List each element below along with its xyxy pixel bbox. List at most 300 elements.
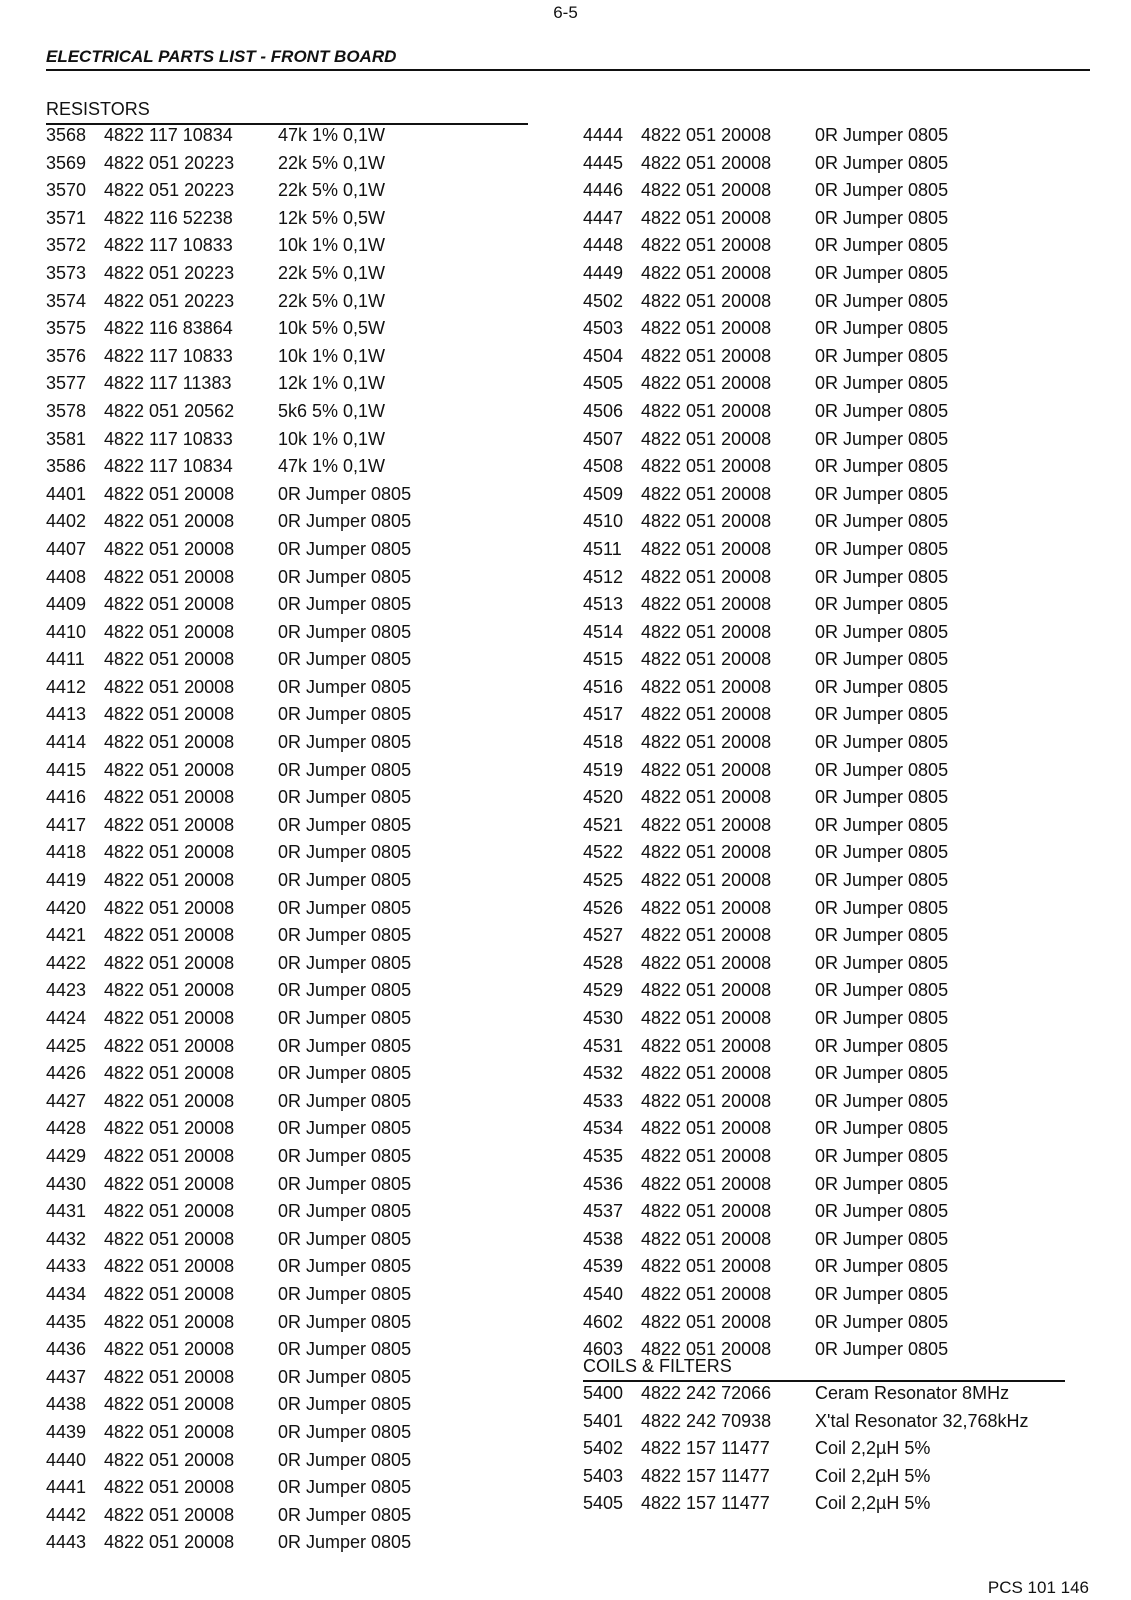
part-row	[583, 1005, 948, 1033]
part-code: 4822 051 20008	[641, 373, 772, 394]
part-position: 3568	[46, 125, 87, 145]
part-position: 4423	[46, 980, 87, 1001]
part-position: 4432	[46, 1228, 87, 1249]
part-position: 4416	[46, 787, 87, 808]
part-row	[46, 1502, 411, 1530]
part-position: 4415	[46, 759, 87, 780]
part-description: 0R Jumper 0805	[815, 345, 949, 366]
part-code: 4822 051 20008	[641, 235, 772, 256]
part-row	[583, 1380, 1029, 1408]
part-position: 4413	[46, 704, 87, 725]
part-description: 0R Jumper 0805	[815, 1118, 949, 1139]
part-description: 0R Jumper 0805	[815, 428, 949, 449]
part-description: 0R Jumper 0805	[815, 1008, 949, 1028]
part-description: 0R Jumper 0805	[278, 1339, 412, 1360]
part-row	[583, 315, 948, 343]
part-row	[46, 508, 411, 536]
part-row	[46, 839, 411, 867]
part-description: 22k 5% 0,1W	[278, 180, 386, 201]
part-code: 4822 157 11477	[641, 1465, 770, 1486]
part-row	[583, 1198, 948, 1226]
part-position: 4540	[583, 1283, 624, 1304]
resistors-list-left	[46, 122, 411, 1557]
part-row	[46, 315, 411, 343]
part-position: 4520	[583, 787, 624, 808]
part-position: 4513	[583, 594, 624, 615]
part-description: 0R Jumper 0805	[278, 1421, 412, 1442]
part-position: 3569	[46, 152, 87, 173]
part-position: 4410	[46, 621, 87, 642]
part-position: 4402	[46, 511, 87, 532]
part-description: 0R Jumper 0805	[815, 1063, 949, 1084]
part-position: 4428	[46, 1118, 87, 1139]
part-row	[583, 701, 948, 729]
part-code: 4822 051 20223	[104, 180, 235, 201]
part-code: 4822 051 20008	[641, 759, 772, 780]
part-position: 4435	[46, 1311, 87, 1332]
part-position: 4531	[583, 1035, 624, 1056]
part-description: X'tal Resonator 32,768kHz	[815, 1410, 1029, 1431]
part-code: 4822 051 20008	[104, 704, 235, 725]
part-code: 4822 051 20008	[641, 1008, 772, 1028]
part-description: 0R Jumper 0805	[278, 980, 412, 1001]
part-position: 4509	[583, 483, 624, 504]
part-code: 4822 051 20223	[104, 290, 235, 311]
part-position: 4503	[583, 318, 624, 339]
part-code: 4822 051 20008	[104, 980, 235, 1001]
part-code: 4822 051 20008	[641, 1035, 772, 1056]
part-description: 0R Jumper 0805	[278, 870, 412, 891]
part-position: 4425	[46, 1035, 87, 1056]
part-position: 4419	[46, 870, 87, 891]
part-description: 0R Jumper 0805	[815, 566, 949, 587]
part-position: 4518	[583, 732, 624, 753]
part-row	[46, 922, 411, 950]
part-description: 22k 5% 0,1W	[278, 290, 386, 311]
part-row	[46, 646, 411, 674]
part-description: 5k6 5% 0,1W	[278, 400, 386, 421]
part-description: 0R Jumper 0805	[278, 1256, 412, 1277]
part-position: 4439	[46, 1421, 87, 1442]
part-position: 4411	[46, 649, 85, 670]
part-code: 4822 051 20008	[104, 566, 235, 587]
part-code: 4822 242 72066	[641, 1383, 772, 1403]
part-row	[46, 1171, 411, 1199]
part-code: 4822 051 20008	[104, 1283, 235, 1304]
part-code: 4822 051 20008	[641, 1118, 772, 1139]
part-code: 4822 051 20008	[641, 428, 772, 449]
part-row	[46, 1529, 411, 1557]
part-code: 4822 051 20008	[641, 1283, 772, 1304]
part-position: 4510	[583, 511, 624, 532]
part-position: 4525	[583, 870, 624, 891]
part-row	[46, 288, 411, 316]
part-position: 4446	[583, 180, 624, 201]
part-code: 4822 051 20008	[641, 952, 772, 973]
part-position: 4429	[46, 1145, 87, 1166]
part-position: 4440	[46, 1449, 87, 1470]
part-position: 4507	[583, 428, 624, 449]
part-code: 4822 051 20008	[641, 1063, 772, 1084]
part-code: 4822 051 20008	[641, 318, 772, 339]
part-row	[46, 150, 411, 178]
part-code: 4822 051 20008	[641, 594, 772, 615]
part-description: 0R Jumper 0805	[815, 1201, 949, 1222]
part-description: 0R Jumper 0805	[278, 925, 412, 946]
part-position: 3576	[46, 345, 87, 366]
part-code: 4822 051 20008	[104, 897, 235, 918]
part-row	[583, 674, 948, 702]
part-position: 4504	[583, 345, 624, 366]
part-row	[583, 1088, 948, 1116]
part-description: 0R Jumper 0805	[278, 842, 412, 863]
part-position: 4417	[46, 814, 87, 835]
part-code: 4822 051 20008	[104, 511, 235, 532]
part-code: 4822 242 70938	[641, 1410, 772, 1431]
part-description: 0R Jumper 0805	[278, 649, 412, 670]
part-description: 0R Jumper 0805	[278, 1090, 412, 1111]
part-description: 0R Jumper 0805	[815, 125, 949, 145]
part-code: 4822 117 10834	[104, 456, 233, 477]
part-row	[583, 453, 948, 481]
part-code: 4822 051 20008	[641, 262, 772, 283]
part-position: 4538	[583, 1228, 624, 1249]
part-code: 4822 051 20008	[641, 814, 772, 835]
part-description: 0R Jumper 0805	[815, 483, 949, 504]
part-row	[46, 481, 411, 509]
part-code: 4822 051 20008	[641, 1145, 772, 1166]
part-row	[46, 1391, 411, 1419]
part-row	[583, 1253, 948, 1281]
part-row	[46, 343, 411, 371]
part-row	[583, 536, 948, 564]
part-position: 3575	[46, 318, 87, 339]
part-code: 4822 051 20008	[104, 925, 235, 946]
part-code: 4822 051 20008	[641, 290, 772, 311]
part-position: 4420	[46, 897, 87, 918]
part-code: 4822 051 20008	[104, 483, 235, 504]
part-description: 0R Jumper 0805	[815, 456, 949, 477]
part-description: 0R Jumper 0805	[278, 483, 412, 504]
document-title: ELECTRICAL PARTS LIST - FRONT BOARD	[46, 47, 397, 66]
part-description: 22k 5% 0,1W	[278, 152, 386, 173]
part-position: 4445	[583, 152, 624, 173]
part-description: 0R Jumper 0805	[278, 759, 412, 780]
part-row	[583, 1408, 1029, 1436]
part-position: 4535	[583, 1145, 624, 1166]
part-description: 0R Jumper 0805	[278, 538, 412, 559]
page-number: 6-5	[553, 3, 578, 22]
part-description: 47k 1% 0,1W	[278, 456, 386, 477]
part-position: 4526	[583, 897, 624, 918]
part-row	[46, 784, 411, 812]
part-description: 0R Jumper 0805	[815, 207, 949, 228]
part-description: 0R Jumper 0805	[815, 621, 949, 642]
part-row	[583, 757, 948, 785]
part-row	[583, 646, 948, 674]
part-description: 0R Jumper 0805	[815, 400, 949, 421]
part-code: 4822 051 20008	[104, 1201, 235, 1222]
part-code: 4822 157 11477	[641, 1438, 770, 1459]
part-code: 4822 051 20008	[104, 732, 235, 753]
part-row	[583, 1309, 948, 1337]
part-description: 0R Jumper 0805	[278, 732, 412, 753]
part-code: 4822 051 20008	[641, 180, 772, 201]
part-code: 4822 051 20008	[641, 787, 772, 808]
part-row	[583, 1463, 1029, 1491]
part-code: 4822 051 20008	[104, 787, 235, 808]
part-row	[583, 922, 948, 950]
coils-list	[583, 1380, 1029, 1518]
part-code: 4822 051 20008	[104, 1145, 235, 1166]
part-position: 4434	[46, 1283, 87, 1304]
part-position: 3586	[46, 456, 87, 477]
part-code: 4822 051 20008	[641, 345, 772, 366]
part-code: 4822 051 20008	[641, 152, 772, 173]
part-code: 4822 051 20008	[104, 621, 235, 642]
part-position: 4521	[583, 814, 624, 835]
part-row	[46, 1447, 411, 1475]
part-row	[46, 729, 411, 757]
part-description: 0R Jumper 0805	[278, 814, 412, 835]
part-description: 12k 1% 0,1W	[278, 373, 386, 394]
part-description: 0R Jumper 0805	[815, 373, 949, 394]
part-description: 0R Jumper 0805	[815, 1283, 949, 1304]
part-description: Coil 2,2µH 5%	[815, 1438, 931, 1459]
part-code: 4822 051 20008	[104, 759, 235, 780]
part-position: 4527	[583, 925, 624, 946]
part-row	[583, 508, 948, 536]
part-code: 4822 051 20008	[104, 1090, 235, 1111]
part-code: 4822 051 20008	[641, 1256, 772, 1277]
part-description: 0R Jumper 0805	[815, 180, 949, 201]
part-position: 4441	[46, 1477, 87, 1498]
part-description: 0R Jumper 0805	[815, 290, 949, 311]
part-description: 22k 5% 0,1W	[278, 262, 386, 283]
part-code: 4822 117 10833	[104, 235, 233, 256]
part-description: 0R Jumper 0805	[278, 1173, 412, 1194]
part-position: 4433	[46, 1256, 87, 1277]
part-code: 4822 051 20008	[104, 952, 235, 973]
part-position: 3581	[46, 428, 87, 449]
part-position: 4534	[583, 1118, 624, 1139]
part-code: 4822 051 20008	[641, 1228, 772, 1249]
part-code: 4822 051 20008	[104, 1477, 235, 1498]
part-position: 4532	[583, 1063, 624, 1084]
part-row	[46, 591, 411, 619]
footer-code: PCS 101 146	[987, 1578, 1089, 1597]
part-description: 0R Jumper 0805	[278, 1283, 412, 1304]
part-code: 4822 051 20008	[641, 649, 772, 670]
part-code: 4822 051 20223	[104, 262, 235, 283]
part-description: Coil 2,2µH 5%	[815, 1465, 931, 1486]
part-row	[583, 564, 948, 592]
part-row	[583, 1171, 948, 1199]
part-description: 0R Jumper 0805	[278, 1145, 412, 1166]
part-row	[583, 1060, 948, 1088]
part-row	[46, 1474, 411, 1502]
part-description: 0R Jumper 0805	[815, 1090, 949, 1111]
part-position: 3571	[46, 207, 87, 228]
part-code: 4822 051 20008	[104, 1311, 235, 1332]
part-description: 0R Jumper 0805	[278, 1477, 412, 1498]
part-code: 4822 051 20008	[104, 676, 235, 697]
part-row	[46, 1309, 411, 1337]
part-description: 10k 1% 0,1W	[278, 235, 386, 256]
part-position: 4408	[46, 566, 87, 587]
part-row	[583, 895, 948, 923]
part-row	[583, 343, 948, 371]
part-code: 4822 051 20008	[641, 704, 772, 725]
part-description: 0R Jumper 0805	[815, 1173, 949, 1194]
part-code: 4822 051 20008	[641, 566, 772, 587]
part-position: 3577	[46, 373, 87, 394]
part-position: 4533	[583, 1090, 624, 1111]
part-code: 4822 051 20008	[641, 621, 772, 642]
part-row	[46, 701, 411, 729]
part-code: 4822 051 20008	[641, 980, 772, 1001]
part-description: 0R Jumper 0805	[815, 649, 949, 670]
part-description: 47k 1% 0,1W	[278, 125, 386, 145]
part-row	[583, 729, 948, 757]
part-position: 4436	[46, 1339, 87, 1360]
part-row	[583, 260, 948, 288]
part-position: 4427	[46, 1090, 87, 1111]
part-description: 0R Jumper 0805	[278, 897, 412, 918]
part-position: 5403	[583, 1465, 624, 1486]
part-code: 4822 051 20008	[641, 400, 772, 421]
part-position: 3574	[46, 290, 87, 311]
part-position: 4505	[583, 373, 624, 394]
part-position: 4529	[583, 980, 624, 1001]
part-description: 0R Jumper 0805	[815, 538, 949, 559]
part-row	[46, 1198, 411, 1226]
part-row	[583, 150, 948, 178]
part-position: 5400	[583, 1383, 624, 1403]
part-position: 4412	[46, 676, 87, 697]
part-row	[46, 1088, 411, 1116]
part-description: 0R Jumper 0805	[278, 787, 412, 808]
part-row	[583, 1226, 948, 1254]
part-code: 4822 116 83864	[104, 318, 233, 339]
part-description: 0R Jumper 0805	[278, 1394, 412, 1415]
part-position: 4506	[583, 400, 624, 421]
part-description: 10k 1% 0,1W	[278, 345, 386, 366]
part-description: 0R Jumper 0805	[815, 704, 949, 725]
part-description: 0R Jumper 0805	[815, 1035, 949, 1056]
title-rule	[46, 69, 1090, 71]
part-description: Coil 2,2µH 5%	[815, 1493, 931, 1514]
part-position: 5401	[583, 1410, 624, 1431]
part-row	[583, 1033, 948, 1061]
part-code: 4822 117 10834	[104, 125, 233, 145]
part-row	[583, 177, 948, 205]
part-position: 4414	[46, 732, 87, 753]
part-position: 4447	[583, 207, 624, 228]
part-code: 4822 051 20008	[641, 125, 772, 145]
part-row	[46, 977, 411, 1005]
part-description: 0R Jumper 0805	[815, 1339, 949, 1360]
part-code: 4822 051 20008	[104, 1394, 235, 1415]
part-row	[46, 122, 411, 150]
part-row	[583, 812, 948, 840]
part-description: 0R Jumper 0805	[815, 152, 949, 173]
part-description: 10k 5% 0,5W	[278, 318, 386, 339]
coils-heading: COILS & FILTERS	[583, 1356, 732, 1376]
part-row	[583, 784, 948, 812]
part-position: 4502	[583, 290, 624, 311]
part-code: 4822 051 20008	[641, 897, 772, 918]
part-description: 0R Jumper 0805	[815, 1228, 949, 1249]
part-row	[46, 1226, 411, 1254]
part-position: 4515	[583, 649, 624, 670]
part-position: 4516	[583, 676, 624, 697]
part-code: 4822 051 20008	[104, 1173, 235, 1194]
part-description: 0R Jumper 0805	[278, 1311, 412, 1332]
part-position: 3570	[46, 180, 87, 201]
part-row	[46, 205, 411, 233]
part-position: 4514	[583, 621, 624, 642]
part-description: 0R Jumper 0805	[815, 952, 949, 973]
part-description: 0R Jumper 0805	[278, 1504, 412, 1525]
part-description: 0R Jumper 0805	[815, 318, 949, 339]
part-position: 4442	[46, 1504, 87, 1525]
part-description: 0R Jumper 0805	[278, 594, 412, 615]
part-row	[46, 1336, 411, 1364]
part-code: 4822 051 20008	[104, 1449, 235, 1470]
part-code: 4822 051 20008	[641, 925, 772, 946]
part-description: 0R Jumper 0805	[815, 676, 949, 697]
part-position: 4409	[46, 594, 87, 615]
part-code: 4822 051 20008	[104, 1256, 235, 1277]
part-code: 4822 117 10833	[104, 345, 233, 366]
part-row	[46, 1060, 411, 1088]
part-row	[583, 426, 948, 454]
part-row	[46, 453, 411, 481]
part-row	[583, 398, 948, 426]
part-position: 4437	[46, 1366, 87, 1387]
part-row	[46, 1364, 411, 1392]
part-position: 4519	[583, 759, 624, 780]
resistors-list-right	[583, 122, 948, 1364]
part-row	[583, 288, 948, 316]
part-row	[46, 370, 411, 398]
part-description: 0R Jumper 0805	[278, 511, 412, 532]
part-position: 3573	[46, 262, 87, 283]
part-position: 4511	[583, 538, 622, 559]
part-row	[46, 1005, 411, 1033]
part-row	[583, 1435, 1029, 1463]
part-position: 4421	[46, 925, 87, 946]
part-description: 0R Jumper 0805	[278, 952, 412, 973]
part-row	[583, 122, 948, 150]
part-code: 4822 116 52238	[104, 207, 233, 228]
part-row	[46, 950, 411, 978]
part-description: 0R Jumper 0805	[278, 1201, 412, 1222]
part-position: 4426	[46, 1063, 87, 1084]
part-row	[46, 398, 411, 426]
part-row	[46, 812, 411, 840]
part-description: 0R Jumper 0805	[278, 1063, 412, 1084]
part-code: 4822 051 20008	[104, 842, 235, 863]
part-description: 0R Jumper 0805	[815, 1311, 949, 1332]
part-position: 4512	[583, 566, 624, 587]
part-code: 4822 117 11383	[104, 373, 232, 394]
part-description: 0R Jumper 0805	[278, 621, 412, 642]
part-code: 4822 051 20008	[641, 207, 772, 228]
part-position: 4522	[583, 842, 624, 863]
part-code: 4822 051 20008	[641, 676, 772, 697]
